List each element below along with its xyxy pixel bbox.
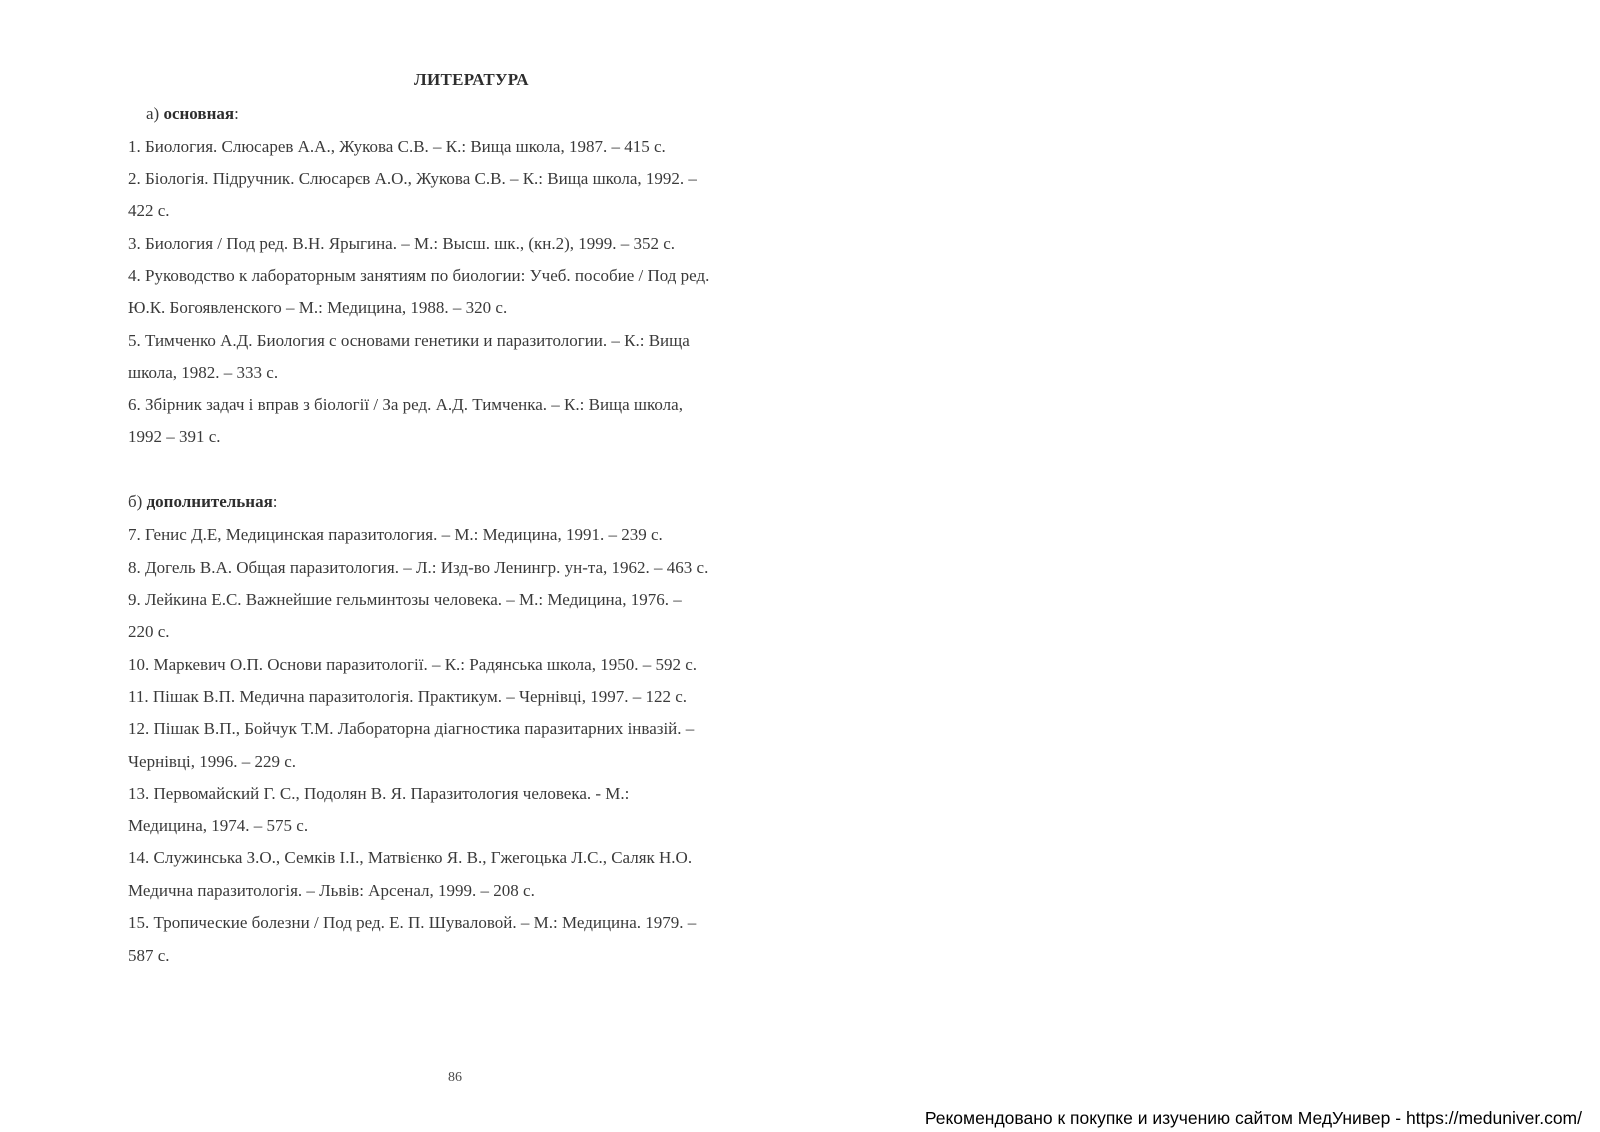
reference-line: Чернівці, 1996. – 229 с. [128,752,297,771]
main-literature-heading [146,104,239,124]
reference-line: 220 с. [128,622,170,641]
additional-literature-suffix: : [272,492,278,511]
reference-line: 10. Маркевич О.П. Основи паразитології. – К.: Радянська школа, 1950. – 592 с. [128,655,698,674]
main-literature-suffix: : [234,104,239,123]
additional-literature-heading [128,492,278,512]
additional-literature-label: дополнительная [146,492,273,511]
reference-line: Ю.К. Богоявленского – М.: Медицина, 1988. – 320 с. [128,298,508,317]
reference-line: 12. Пішак В.П., Бойчук Т.М. Лабораторна діагностика паразитарних інвазій. – [128,719,695,738]
reference-line: 4. Руководство к лабораторным занятиям по биологии: Учеб. пособие / Под ред. [128,266,710,285]
additional-literature-prefix: б) [128,492,147,511]
reference-line: 2. Біологія. Підручник. Слюсарєв А.О., Жукова С.В. – К.: Вища школа, 1992. – [128,169,697,188]
reference-line: 7. Генис Д.Е, Медицинская паразитология. – М.: Медицина, 1991. – 239 с. [128,525,663,544]
reference-line: 587 с. [128,946,170,965]
reference-line: школа, 1982. – 333 с. [128,363,279,382]
reference-line: 9. Лейкина Е.С. Важнейшие гельминтозы человека. – М.: Медицина, 1976. – [128,590,682,609]
reference-line: 8. Догель В.А. Общая паразитология. – Л.: Изд-во Ленингр. ун-та, 1962. – 463 с. [128,558,709,577]
reference-line: Медична паразитологія. – Львів: Арсенал, 1999. – 208 с. [128,881,535,900]
reference-line: 3. Биология / Под ред. В.Н. Ярыгина. – М.: Высш. шк., (кн.2), 1999. – 352 с. [128,234,676,253]
reference-line: 1. Биология. Слюсарев А.А., Жукова С.В. – К.: Вища школа, 1987. – 415 с. [128,137,666,156]
reference-line: 1992 – 391 с. [128,427,221,446]
reference-line: 13. Первомайский Г. С., Подолян В. Я. Паразитология человека. - М.: [128,784,630,803]
page-title: ЛИТЕРАТУРА [414,70,529,89]
reference-line: 422 с. [128,201,170,220]
reference-line: Медицина, 1974. – 575 с. [128,816,309,835]
footer-recommendation: Рекомендовано к покупке и изучению сайтом МедУнивер - https://meduniver.com/ [924,1108,1582,1128]
reference-line: 5. Тимченко А.Д. Биология с основами генетики и паразитологии. – К.: Вища [128,331,690,350]
page-number: 86 [448,1070,462,1085]
reference-line: 11. Пішак В.П. Медична паразитологія. Практикум. – Чернівці, 1997. – 122 с. [128,687,688,706]
reference-line: 14. Служинська З.О., Семків І.І., Матвієнко Я. В., Гжегоцька Л.С., Саляк Н.О. [128,848,693,867]
main-literature-label: основная [163,104,235,123]
reference-line: 6. Збірник задач і вправ з біології / За ред. А.Д. Тимченка. – К.: Вища школа, [128,395,683,414]
reference-line: 15. Тропические болезни / Под ред. Е. П. Шуваловой. – М.: Медицина. 1979. – [128,913,697,932]
main-literature-prefix: а) [146,104,164,123]
